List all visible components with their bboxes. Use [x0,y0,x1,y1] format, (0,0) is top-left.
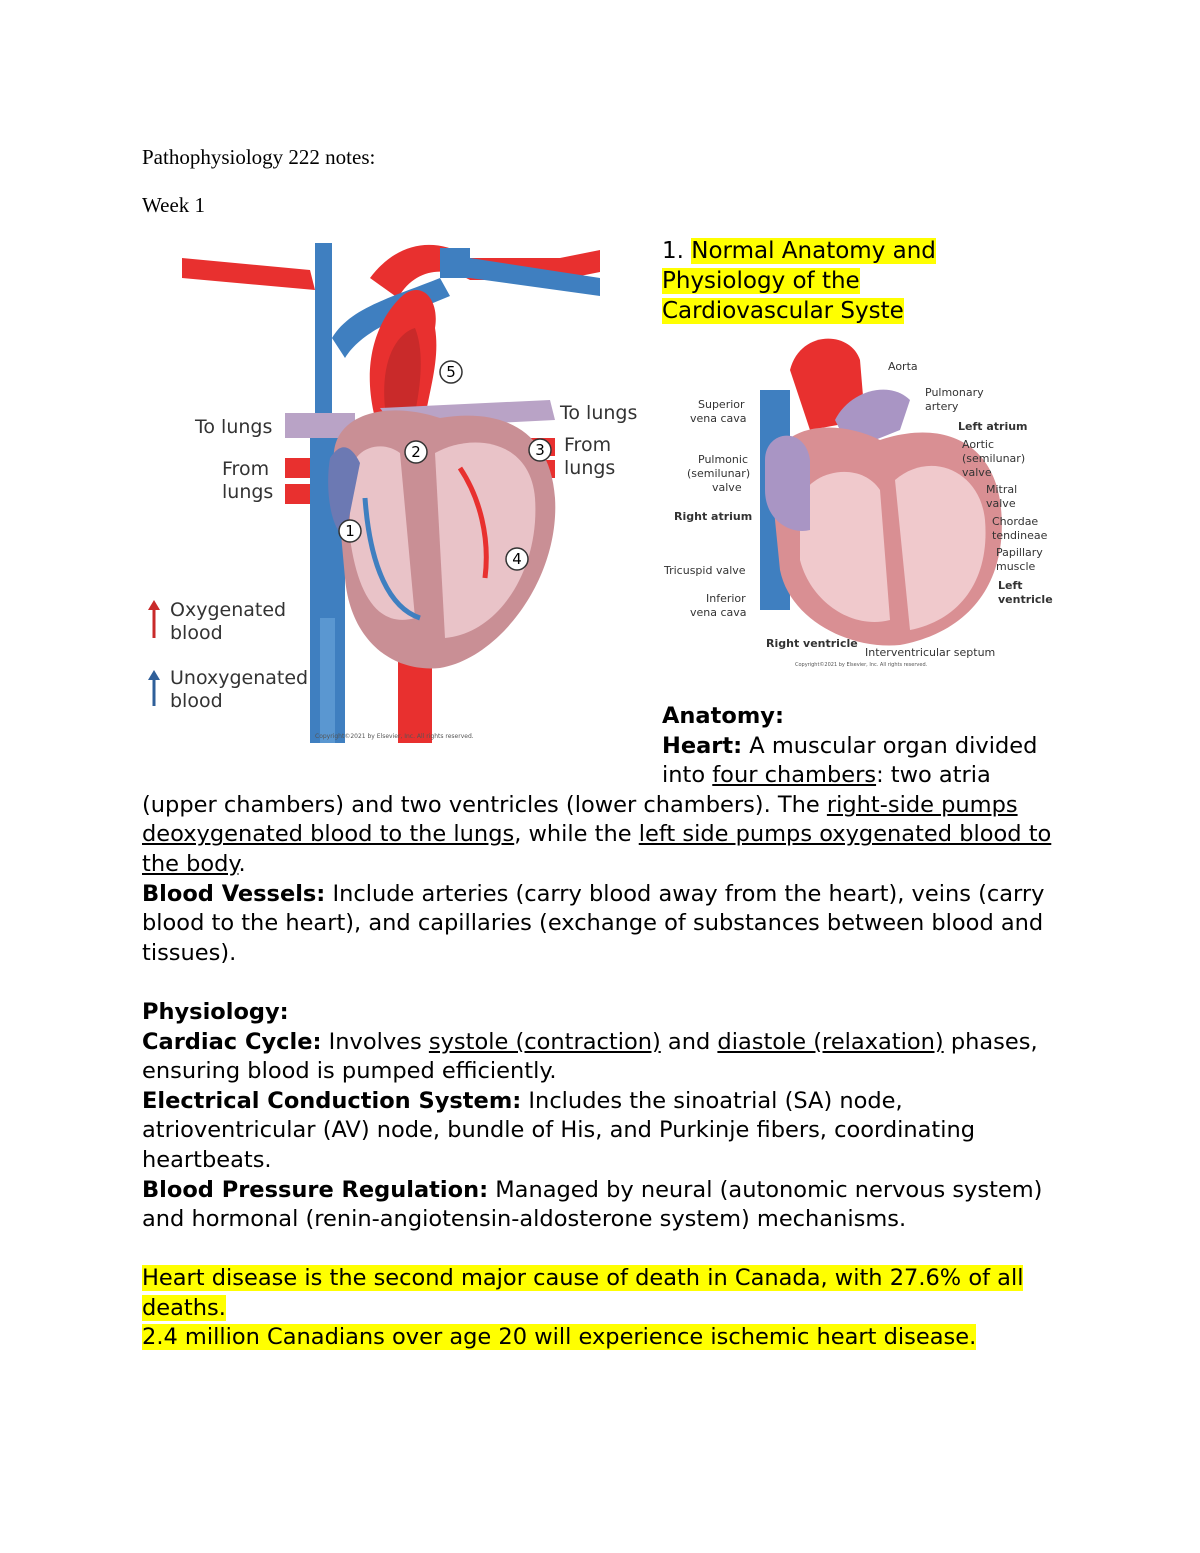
heart-paragraph: Heart: A muscular organ divided into four chambers: two atria (upper chambers) and two ventricles (lower chambers). The right-side pumps deoxygenated blood to the lungs, while the left side pumps oxygenated blood to the body. [142,732,1052,877]
circulation-copyright: Copyright©2021 by Elsevier, Inc. All rights reserved. [315,733,474,740]
fact-heart-disease: Heart disease is the second major cause of death in Canada, with 27.6% of all deaths. [142,1265,1024,1321]
section-heading [662,236,992,326]
legend-oxygenated-2: blood [170,622,223,644]
cardiac-cycle-paragraph: Cardiac Cycle: Involves systole (contraction) and diastole (relaxation) phases, ensuring blood is pumped efficiently. [142,1028,1038,1085]
label-pulmonic-2: (semilunar) [687,467,751,480]
label-svc-1: Superior [698,398,745,411]
from-lungs-left-label-2: lungs [222,481,274,503]
legend-oxygenated-arrow-icon [148,600,160,638]
section-number: 1. [662,238,692,264]
label-chordae-2: tendineae [992,529,1048,542]
marker-5-label: 5 [446,363,456,381]
label-pulmonic-3: valve [712,481,742,494]
fact-ischemic: 2.4 million Canadians over age 20 will experience ischemic heart disease. [142,1324,977,1351]
label-ivc-1: Inferior [706,592,746,605]
marker-2-label: 2 [411,443,421,461]
label-septum: Interventricular septum [865,646,996,659]
label-papillary-2: muscle [996,560,1036,573]
label-aortic-1: Aortic [962,438,995,451]
marker-3-label: 3 [535,441,545,459]
week-label: Week 1 [142,193,206,217]
heart-anatomy-diagram [660,330,1060,675]
section-title: Normal Anatomy and Physiology of the Cardiovascular Syste [662,238,936,324]
anatomy-copyright: Copyright©2021 by Elsevier, Inc. All rights reserved. [795,662,928,668]
legend-unoxygenated-arrow-icon [148,670,160,706]
label-right-atrium: Right atrium [674,510,753,523]
label-aortic-2: (semilunar) [962,452,1026,465]
legend-unoxygenated-1: Unoxygenated [170,667,309,689]
from-lungs-right-label-1: From [564,434,612,456]
label-left-ventricle-2: ventricle [998,593,1053,606]
label-papillary-1: Papillary [996,546,1043,559]
label-svc-2: vena cava [690,412,747,425]
label-pulmonary-1: Pulmonary [925,386,984,399]
legend-oxygenated-1: Oxygenated [170,599,287,621]
label-right-ventricle: Right ventricle [766,637,858,650]
label-left-ventricle-1: Left [998,579,1023,592]
label-mitral-1: Mitral [986,483,1018,496]
from-lungs-right-label-2: lungs [564,457,616,479]
document-title: Pathophysiology 222 notes: [142,145,376,169]
label-left-atrium: Left atrium [958,420,1028,433]
label-pulmonic-1: Pulmonic [698,453,748,466]
marker-4-label: 4 [512,550,522,568]
legend-unoxygenated-2: blood [170,690,223,712]
label-tricuspid: Tricuspid valve [664,564,746,577]
to-lungs-right-label: To lungs [560,402,638,424]
notes-body [142,702,1072,1353]
label-aorta: Aorta [888,360,918,373]
blood-vessels-paragraph: Blood Vessels: Include arteries (carry blood away from the heart), veins (carry blood to the heart), and capillaries (exchange of substances between blood and tissues). [142,880,1045,966]
from-lungs-left-label-1: From [222,458,270,480]
anatomy-heading: Anatomy: [662,703,784,729]
blood-pressure-paragraph: Blood Pressure Regulation: Managed by neural (autonomic nervous system) and hormonal (renin-angiotensin-aldosterone system) mechanisms. [142,1176,1043,1233]
label-pulmonary-2: artery [925,400,959,413]
label-ivc-2: vena cava [690,606,747,619]
physiology-heading: Physiology: [142,998,289,1025]
blood-circulation-diagram [140,238,640,743]
conduction-paragraph: Electrical Conduction System: Includes the sinoatrial (SA) node, atrioventricular (AV) node, bundle of His, and Purkinje fibers, coordinating heartbeats. [142,1087,976,1173]
label-mitral-2: valve [986,497,1016,510]
label-aortic-3: valve [962,466,992,479]
label-chordae-1: Chordae [992,515,1039,528]
marker-1-label: 1 [345,522,355,540]
to-lungs-left-label: To lungs [195,416,273,438]
